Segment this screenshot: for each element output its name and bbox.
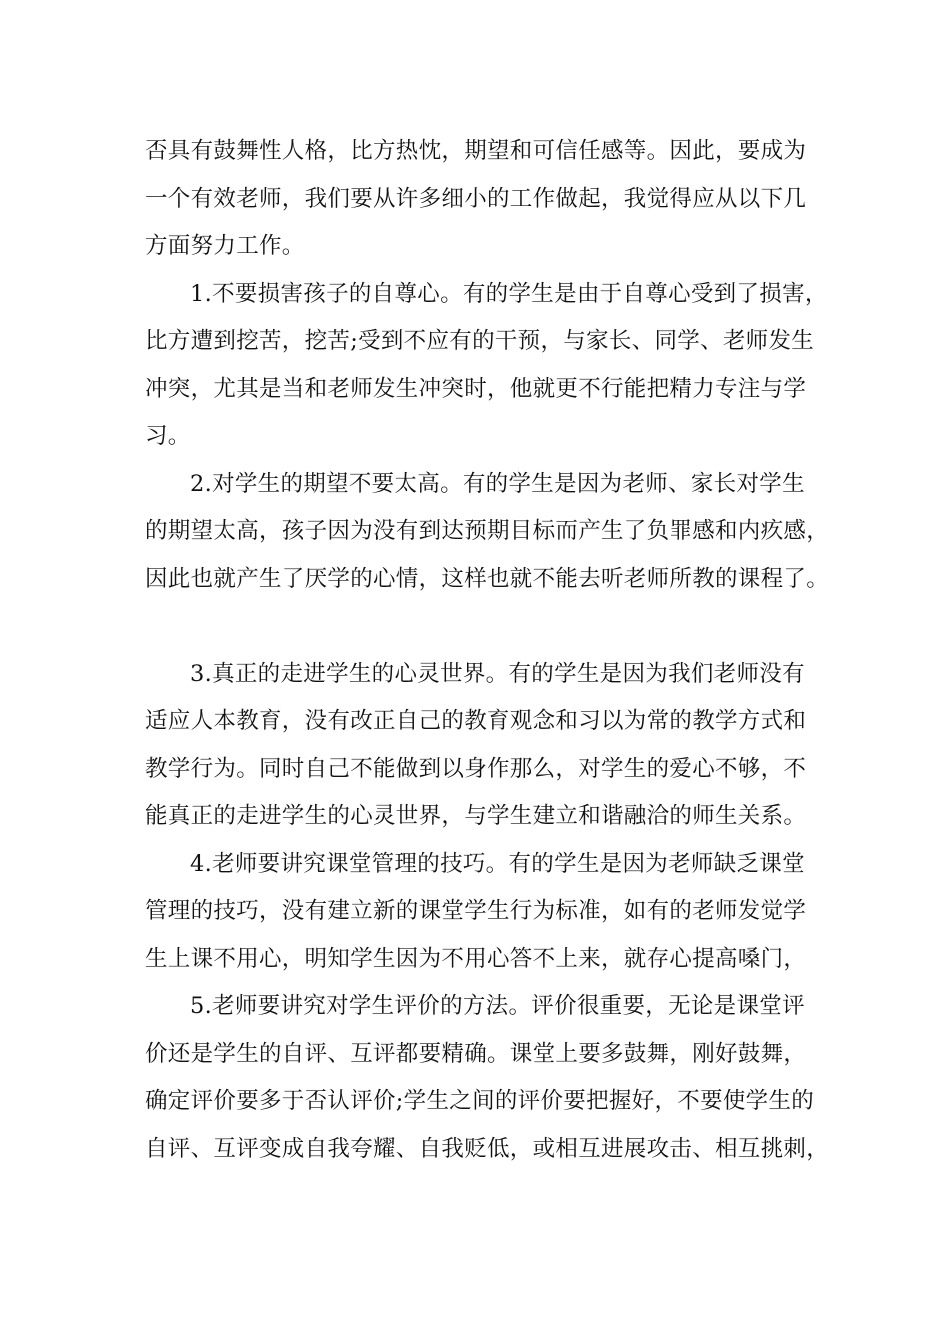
text-line: 习。 bbox=[145, 423, 191, 449]
paragraph-3-start: 3.真正的走进学生的心灵世界。有的学生是因为我们老师没有 bbox=[190, 660, 805, 687]
text-line: 价还是学生的自评、互评都要精确。课堂上要多鼓舞，刚好鼓舞， bbox=[145, 1040, 807, 1067]
paragraph-gap bbox=[145, 603, 825, 651]
text-line: 教学行为。同时自己不能做到以身作那么，对学生的爱心不够，不 bbox=[145, 755, 807, 782]
text-line: 方面努力工作。 bbox=[145, 233, 305, 259]
text-line: 生上课不用心，明知学生因为不用心答不上来，就存心提高嗓门， bbox=[145, 945, 807, 972]
text-line: 适应人本教育，没有改正自己的教育观念和习以为常的教学方式和 bbox=[145, 708, 807, 734]
text-line: 一个有效老师，我们要从许多细小的工作做起，我觉得应从以下几 bbox=[145, 185, 807, 212]
text-line: 的期望太高，孩子因为没有到达预期目标而产生了负罪感和内疚感， bbox=[145, 518, 830, 544]
paragraph-4-start: 4.老师要讲究课堂管理的技巧。有的学生是因为老师缺乏课堂 bbox=[190, 850, 805, 877]
text-line: 能真正的走进学生的心灵世界，与学生建立和谐融洽的师生关系。 bbox=[145, 803, 807, 829]
body-text bbox=[145, 128, 830, 1173]
text-line: 管理的技巧，没有建立新的课堂学生行为标准，如有的老师发觉学 bbox=[145, 898, 807, 924]
text-line: 否具有鼓舞性人格，比方热忱，期望和可信任感等。因此，要成为 bbox=[145, 138, 807, 164]
text-line: 冲突，尤其是当和老师发生冲突时，他就更不行能把精力专注与学 bbox=[145, 375, 807, 402]
paragraph-1-start: 1.不要损害孩子的自尊心。有的学生是由于自尊心受到了损害， bbox=[190, 280, 828, 307]
text-line: 比方遭到挖苦，挖苦;受到不应有的干预，与家长、同学、老师发生 bbox=[145, 328, 815, 354]
paragraph-2-start: 2.对学生的期望不要太高。有的学生是因为老师、家长对学生 bbox=[190, 470, 805, 497]
text-line: 自评、互评变成自我夸耀、自我贬低，或相互进展攻击、相互挑刺， bbox=[145, 1135, 830, 1162]
text-line: 确定评价要多于否认评价;学生之间的评价要把握好，不要使学生的 bbox=[145, 1088, 815, 1114]
text-line: 因此也就产生了厌学的心情，这样也就不能去听老师所教的课程了。 bbox=[145, 565, 830, 592]
paragraph-5-start: 5.老师要讲究对学生评价的方法。评价很重要，无论是课堂评 bbox=[190, 993, 805, 1019]
